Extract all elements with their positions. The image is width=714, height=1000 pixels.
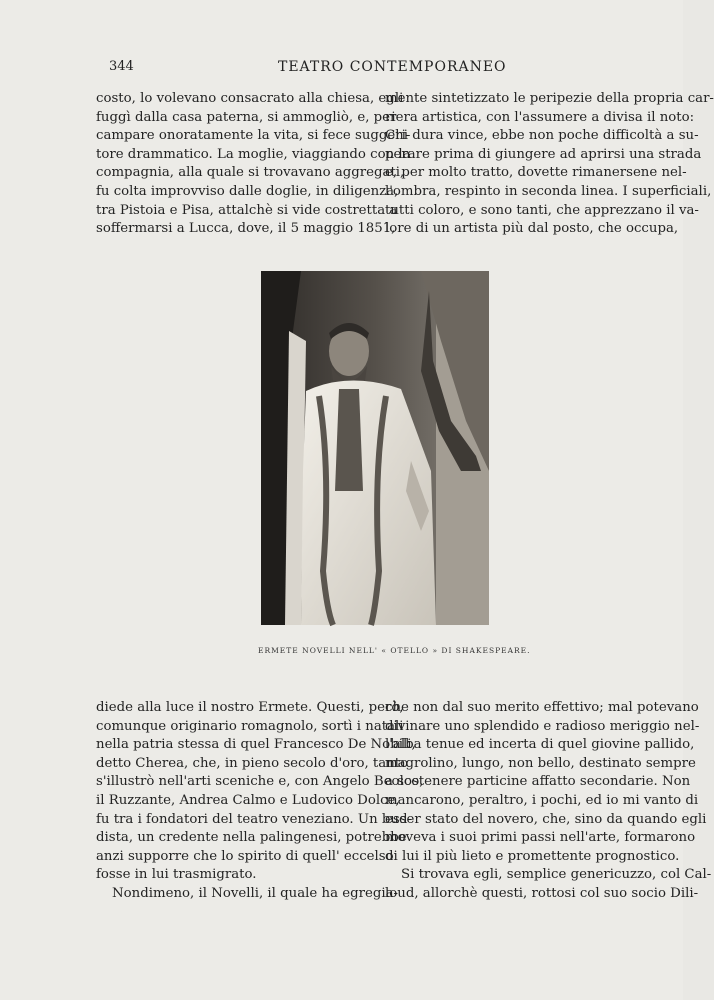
text-line: dista, un credente nella palingenesi, potrebbe — [96, 830, 407, 846]
text-line: il Ruzzante, Andrea Calmo e Ludovico Dolce, — [96, 792, 400, 808]
text-line: detto Cherea, che, in pieno secolo d'oro, tanto — [96, 755, 409, 771]
text-line: di lui il più lieto e promettente prognostico. — [385, 848, 680, 864]
text-line: loud, allorchè questi, rottosi col suo socio Dili- — [385, 885, 699, 901]
text-line: costo, lo volevano consacrato alla chiesa, egli — [96, 91, 404, 106]
text-line: tra Pistoia e Pisa, attalchè si vide costretta a — [96, 202, 398, 218]
text-line: che non dal suo merito effettivo; mal potevano — [385, 700, 699, 715]
text-line: Si trovava egli, semplice genericuzzo, col Cal- — [401, 867, 712, 883]
text-line: compagnia, alla quale si trovavano aggregati, — [96, 165, 405, 181]
page-number: 344 — [109, 59, 134, 74]
text-line: riera artistica, con l'assumere a divisa il noto: — [385, 109, 695, 125]
text-line: fu tra i fondatori del teatro veneziano. Un bud- — [96, 811, 412, 827]
text-line: l'alba tenue ed incerta di quel giovine pallido, — [385, 737, 695, 753]
text-line: diede alla luce il nostro Ermete. Questi, però, — [96, 700, 404, 715]
portrait-photograph — [261, 271, 489, 625]
text-line: s'illustrò nell'arti sceniche e, con Angelo Beolco, — [96, 774, 424, 790]
text-line: lore di un artista più dal posto, che occupa, — [385, 221, 679, 237]
text-line: tore drammatico. La moglie, viaggiando con la — [96, 146, 411, 162]
text-line: fuggì dalla casa paterna, si ammogliò, e, per — [96, 109, 397, 125]
text-line: mancarono, peraltro, i pochi, ed io mi vanto di — [385, 792, 699, 808]
text-line: nella patria stessa di quel Francesco De Nobili, — [96, 737, 416, 753]
text-line: magrolino, lungo, non bello, destinato sempre — [385, 755, 696, 771]
text-line: fosse in lui trasmigrato. — [96, 867, 257, 883]
text-line: divinare uno splendido e radioso meriggio nel- — [385, 718, 700, 734]
text-line: tutti coloro, e sono tanti, che apprezzano il va- — [385, 202, 699, 218]
text-line: a sostenere particine affatto secondarie. Non — [385, 774, 691, 790]
text-line: l'ombra, respinto in seconda linea. I superficiali, — [385, 183, 712, 199]
text-line: fu colta improvviso dalle doglie, in diligenza, — [96, 183, 399, 199]
text-line: comunque originario romagnolo, sortì i natali — [96, 718, 404, 734]
photo-illustration — [261, 271, 489, 625]
text-line: mente sintetizzato le peripezie della propria car- — [385, 91, 714, 106]
text-column-top-right — [385, 90, 714, 239]
text-column-bottom-left — [96, 699, 424, 904]
text-column-top-left — [96, 90, 411, 239]
running-title: TEATRO CONTEMPORANEO — [278, 59, 507, 75]
text-line: campare onoratamente la vita, si fece suggeri- — [96, 128, 411, 144]
text-line: Nondimeno, il Novelli, il quale ha egregia- — [112, 885, 399, 901]
text-line: Chi dura vince, ebbe non poche difficoltà a su- — [385, 128, 699, 144]
text-line: soffermarsi a Lucca, dove, il 5 maggio 1851, — [96, 221, 396, 237]
text-line: esser stato del novero, che, sino da quando egli — [385, 811, 707, 827]
text-line: anzi supporre che lo spirito di quell' eccelso — [96, 848, 394, 864]
text-line: moveva i suoi primi passi nell'arte, formarono — [385, 830, 696, 846]
text-line: perare prima di giungere ad aprirsi una strada — [385, 146, 702, 162]
text-column-bottom-right — [385, 699, 712, 904]
figure-caption: ERMETE NOVELLI NELL' « OTELLO » DI SHAKESPEARE. — [258, 646, 531, 655]
text-line: e, per molto tratto, dovette rimanersene nel- — [385, 165, 687, 181]
